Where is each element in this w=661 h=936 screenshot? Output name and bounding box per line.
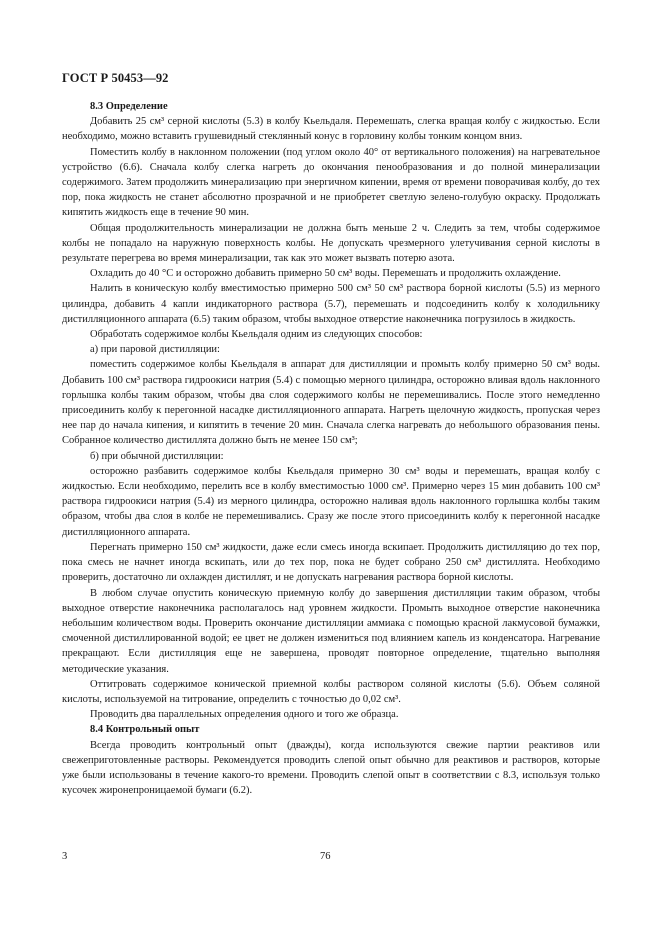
paragraph: Общая продолжительность минерализации не должна быть меньше 2 ч. Следить за тем, чтобы содержимое колбы не попадало на наружную поверхность колбы. Не допускать чрезмерного улетучивания серной кислоты в результате перегрева во время минерализации, так как это может вызвать потерю азота. (62, 222, 600, 265)
paragraph: б) при обычной дистилляции: (90, 450, 224, 462)
paragraph: осторожно разбавить содержимое колбы Кьельдаля примерно 30 см³ воды и перемешать, вращая колбу с жидкостью. Если необходимо, перелить все в колбу вместимостью 1000 см³. Примерно через 15 мин добавить 100 см³ раствора гидроокиси натрия (5.4) из мерного цилиндра, осторожно наливая вдоль наклонного горлышка колбы таким образом, чтобы два слоя в колбе не перемешивались. Сразу же после этого присоединить колбу к перегонной насадке дистилляционного аппарата. (62, 465, 600, 538)
footer-left-number: 3 (62, 851, 68, 862)
paragraph: Налить в коническую колбу вместимостью примерно 500 см³ 50 см³ раствора борной кислоты (5.5) из мерного цилиндра, добавить 4 капли индикаторного раствора (5.7), перемешать и подсоединить колбу к холодильнику дистилляционного аппарата (6.5) таким образом, чтобы выходное отверстие наконечника погрузилось в жидкость. (62, 283, 600, 325)
document-code-header: ГОСТ Р 50453—92 (62, 71, 169, 85)
paragraph: поместить содержимое колбы Кьельдаля в аппарат для дистилляции и промыть колбу примерно 50 см³ воды. Добавить 100 см³ раствора гидроокиси натрия (5.4) с помощью мерного цилиндра, осторожно вливая вдоль наклонного горлышка колбы таким образом, чтобы два слоя содержимого колбы не перемешивались. После этого немедленно присоединить колбу к перегонной насадке дистилляционного аппарата. Нагреть щелочную жидкость, пропуская через нее пар до начала кипения, и кипятить в течение 20 мин. Сначала слегка нагревать до небольшого образования пены. Собранное количество дистиллята должно быть не менее 150 см³; (62, 359, 600, 447)
paragraph: Проводить два параллельных определения одного и того же образца. (90, 709, 399, 721)
paragraph: Обработать содержимое колбы Кьельдаля одним из следующих способов: (90, 329, 423, 341)
section-heading: 8.4 Контрольный опыт (90, 724, 200, 736)
section-heading: 8.3 Определение (90, 101, 168, 112)
paragraph: Добавить 25 см³ серной кислоты (5.3) в колбу Кьельдаля. Перемешать, слегка вращая колбу с жидкостью. Если необходимо, можно вставить грушевидный стеклянный конус в горловину колбы тонким концом вниз. (62, 116, 600, 143)
paragraph: Перегнать примерно 150 см³ жидкости, даже если смесь иногда вскипает. Продолжить дистилляцию до тех пор, пока смесь не начнет иногда вскипать, или до тех пор, пока не будет собрано 250 см³ дистиллята. Необходимо проверить, достаточно ли охлажден дистиллят, и не допускать нагревания раствора борной кислоты. (62, 541, 600, 584)
footer-page-number: 76 (320, 851, 331, 862)
paragraph: Охладить до 40 °С и осторожно добавить примерно 50 см³ воды. Перемешать и продолжить охлаждение. (90, 268, 561, 280)
paragraph: а) при паровой дистилляции: (90, 344, 220, 356)
paragraph: В любом случае опустить коническую приемную колбу до завершения дистилляции таким образом, чтобы выходное отверстие наконечника располагалось над уровнем жидкости. Промыть выходное отверстие наконечника небольшим количеством воды. Проверить окончание дистилляции аммиака с помощью красной лакмусовой бумажки, смоченной дистиллированной водой; ее цвет не должен измениться под влиянием капель из конденсатора. Нагревание прекращают. Если дистилляция еще не завершена, проводят повторное определение, тщательно выполняя методические указания. (62, 587, 600, 675)
paragraph: Оттитровать содержимое конической приемной колбы раствором соляной кислоты (5.6). Объем соляной кислоты, используемой на титрование, определить с точностью до 0,02 см³. (62, 678, 600, 705)
paragraph: Всегда проводить контрольный опыт (дважды), когда используются свежие партии реактивов или свежеприготовленные растворы. Рекомендуется проводить слепой опыт обычно для реактивов и растворов, которые уже были использованы в течение какого-то времени. Проводить слепой опыт в соответствии с 8.3, используя только кусочек жиронепроницаемой бумаги (6.2). (62, 739, 600, 797)
paragraph: Поместить колбу в наклонном положении (под углом около 40° от вертикального положения) на нагревательное устройство (6.6). Сначала колбу слегка нагреть до окончания пенообразования и до полной минерализации содержимого. Затем продолжить минерализацию при энергичном кипении, время от времени поворачивая колбу, до тех пор, пока жидкость не станет абсолютно прозрачной и не приобретет светлую зелено-голубую окраску. Продолжать кипятить жидкость еще в течение 90 мин. (62, 146, 600, 219)
document-body (62, 99, 600, 798)
